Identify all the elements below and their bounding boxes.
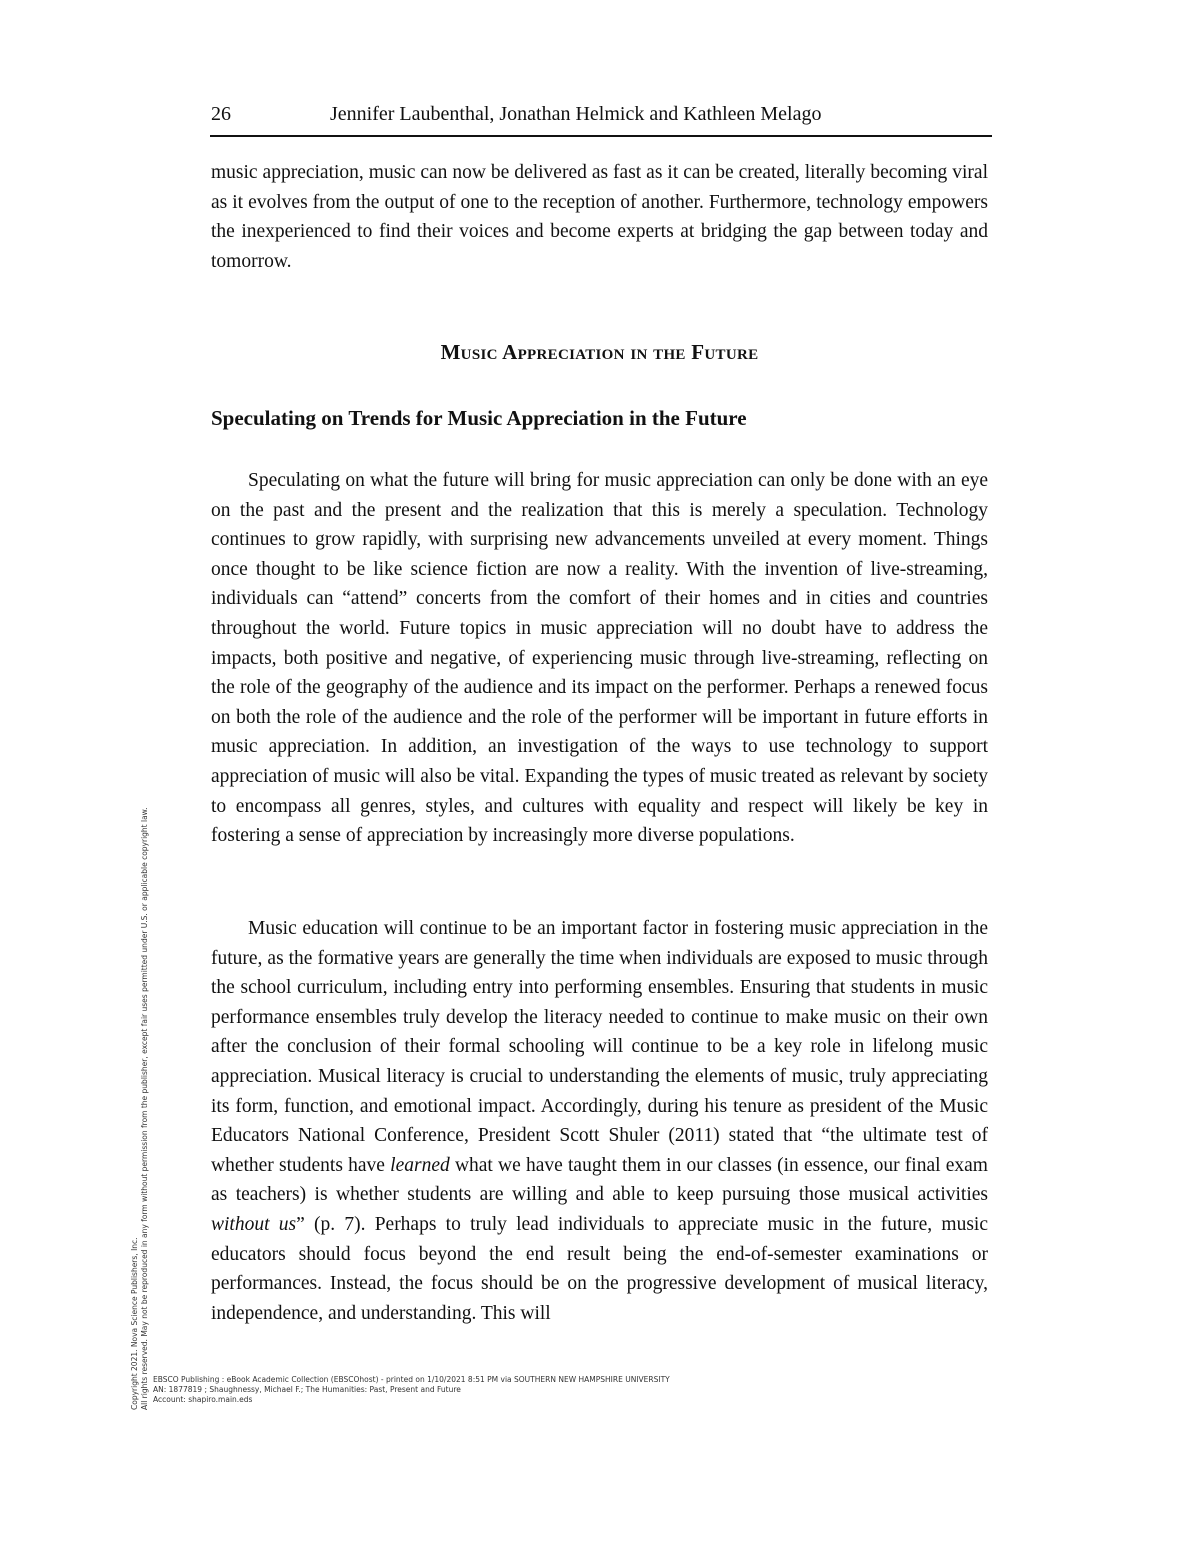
header-rule (210, 135, 992, 137)
emphasis-learned: learned (390, 1154, 450, 1176)
running-head: Jennifer Laubenthal, Jonathan Helmick and Kathleen Melago (330, 103, 822, 125)
copyright-line: All rights reserved. May not be reproduced in any form without permission from the publisher, except fair uses permitted under U.S. or applicable copyright law. (140, 807, 149, 1410)
paragraph-music-education (211, 914, 988, 1328)
section-heading: Music Appreciation in the Future (440, 340, 759, 364)
emphasis-without-us: without us (211, 1213, 297, 1235)
footer-line: AN: 1877819 ; Shaughnessy, Michael F.; The Humanities: Past, Present and Future (153, 1385, 461, 1394)
paragraph-text: what we have taught them in our classes (in essence, our final exam as teachers) is whether students are willing and able to keep pursuing those musical activities (211, 1154, 988, 1206)
paragraph-speculating: Speculating on what the future will bring for music appreciation can only be done with an eye on the past and the present and the realization that this is merely a speculation. Technology continues to grow rapidly, with surprising new advancements unveiled at every moment. Things once thought to be like science fiction are now a reality. With the invention of live-streaming, individuals can “attend” concerts from the comfort of their homes and in cities and countries throughout the world. Future topics in music appreciation will no doubt have to address the impacts, both positive and negative, of experiencing music through live-streaming, reflecting on the role of the geography of the audience and its impact on the performer. Perhaps a renewed focus on both the role of the audience and the role of the performer will be important in future efforts in music appreciation. In addition, an investigation of the ways to use technology to support appreciation of music will also be vital. Expanding the types of music treated as relevant by society to encompass all genres, styles, and cultures with equality and respect will likely be key in fostering a sense of appreciation by increasingly more diverse populations. (211, 470, 988, 847)
footer-line: Account: shapiro.main.eds (153, 1395, 253, 1404)
paragraph-text: Music education will continue to be an important factor in fostering music appreciation in the future, as the formative years are generally the time when individuals are exposed to music through the school curriculum, including entry into performing ensembles. Ensuring that students in music performance ensembles truly develop the literacy needed to continue to make music on their own after the conclusion of their formal schooling will continue to be a key role in lifelong music appreciation. Musical literacy is crucial to understanding the elements of music, truly appreciating its form, function, and emotional impact. Accordingly, during his tenure as president of the Music Educators National Conference, President Scott Shuler (2011) stated that “the ultimate test of whether students have (211, 918, 988, 1176)
page-number: 26 (211, 103, 231, 125)
copyright-line: Copyright 2021. Nova Science Publishers, Inc. (130, 1237, 139, 1410)
copyright-sidebar (130, 460, 150, 1410)
paragraph-text: ” (p. 7). Perhaps to truly lead individuals to appreciate music in the future, music educators should focus beyond the end result being the end-of-semester examinations or performances. Instead, the focus should be on the progressive development of musical literacy, independence, and understanding. This will (211, 1213, 988, 1324)
subsection-heading: Speculating on Trends for Music Appreciation in the Future (211, 406, 747, 430)
footer-line: EBSCO Publishing : eBook Academic Collection (EBSCOhost) - printed on 1/10/2021 8:51 PM via SOUTHERN NEW HAMPSHIRE UNIVERSITY (153, 1375, 670, 1384)
paragraph-continuation: music appreciation, music can now be delivered as fast as it can be created, literally becoming viral as it evolves from the output of one to the reception of another. Furthermore, technology empowers the inexperienced to find their voices and become experts at bridging the gap between today and tomorrow. (211, 162, 988, 272)
ebsco-footer (153, 1375, 670, 1405)
